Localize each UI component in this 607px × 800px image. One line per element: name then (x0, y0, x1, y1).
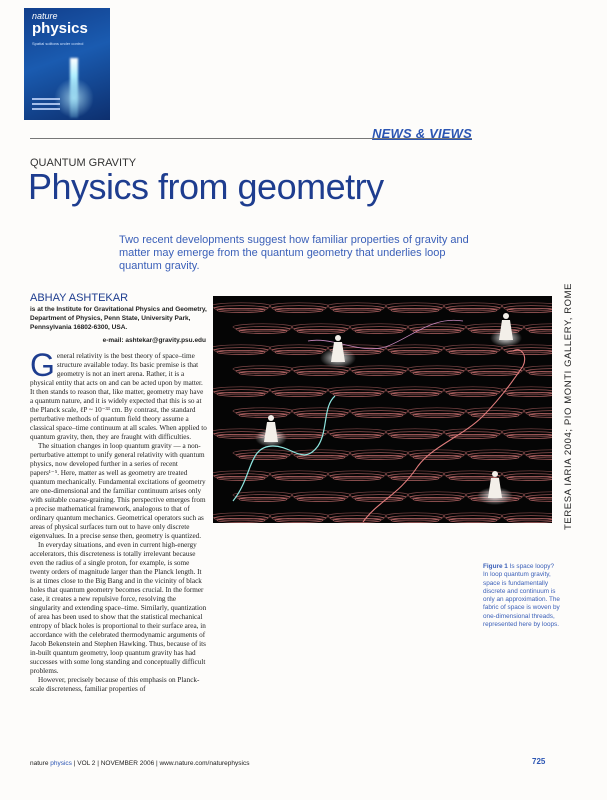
loop-artwork (213, 296, 552, 523)
rubric: QUANTUM GRAVITY (30, 157, 137, 169)
photo-credit: TERESA IARIA 2004; PIO MONTI GALLERY, ROME (563, 282, 574, 530)
figure-woman-3 (255, 415, 287, 447)
figure-woman-1 (320, 335, 356, 368)
author-affiliation: is at the Institute for Gravitational Physics and Geometry, Department of Physics, Penn State, University Park, Pennsylvania 16802-6300, USA. (30, 306, 207, 331)
page-footer (30, 760, 249, 767)
body-paragraph-1 (30, 347, 208, 442)
figure-image (213, 296, 552, 523)
footer-journal-name: physics (50, 760, 72, 767)
caption-label: Figure 1 (483, 563, 508, 570)
footer-journal-prefix: nature (30, 760, 51, 767)
author-email: e-mail: ashtekar@gravity.psu.edu (102, 337, 206, 344)
headline: Physics from geometry (28, 166, 384, 207)
body-paragraph-3: In everyday situations, and even in current high-energy accelerators, this discreteness is totally irrelevant because even the radius of a single proton, for example, is some twenty orders of magnitude larger than the Planck length. It is at times close to the Big Bang and in the vicinity of black holes that quantum geometry becomes crucial. In the former case, it creates a new repulsive force, resolving the singularity and extending space–time. Similarly, quantization of area has been used to show that the statistical mechanical entropy of black holes is proportional to their surface area, in accordance with the celebrated thermodynamic arguments of Jacob Bekenstein and Stephen Hawking. Thus, because of its in-built quantum geometry, loop quantum gravity has had successes with some long standing and conceptually difficult problems. (30, 541, 207, 675)
journal-cover-image (24, 8, 110, 120)
standfirst: Two recent developments suggest how familiar properties of gravity and matter may emerge from the quantum geometry that underlies loop quantum gravity. (119, 234, 469, 272)
author-name: ABHAY ASHTEKAR (30, 292, 129, 304)
pink-thread (308, 320, 463, 349)
drop-cap: G (30, 347, 55, 383)
article-body (30, 347, 208, 694)
cover-journal-prefix: nature (32, 11, 58, 21)
cover-text-lines (32, 98, 60, 113)
page-number: 725 (532, 757, 546, 766)
cover-brand (32, 12, 88, 36)
body-paragraph-2: The situation changes in loop quantum gravity — a non-perturbative attempt to unify general relativity with quantum physics, now developed further in a series of recent papers¹⁻⁵. Here, matter as well as geometry are treated quantum mechanically. Fundamental excitations of geometry are one-dimensional and the familiar continuum arises only with suitable coarse-graining. This perspective emerges from a precise mathematical framework, analogous to that of ordinary quantum mechanics. Geometrical operators such as areas of physical surfaces turn out to have only discrete eigenvalues. In a precise sense then, geometry is quantized. (30, 442, 206, 540)
figure-caption (483, 563, 561, 629)
section-label: NEWS & VIEWS (372, 126, 472, 141)
body-paragraph-4: However, precisely because of this emphasis on Planck-scale discreteness, familiar properties of (30, 676, 200, 693)
cover-tagline: Spatial solitons under control (32, 41, 84, 46)
cover-light-beam (70, 58, 78, 118)
cover-journal-name: physics (32, 20, 88, 37)
caption-text: Is space loopy? In loop quantum gravity, space is fundamentally discrete and continuum is only an approximation. The fabric of space is woven by one-dimensional threads, represented here by loops. (483, 563, 560, 629)
footer-info: | VOL 2 | NOVEMBER 2006 | www.nature.com/naturephysics (71, 760, 250, 767)
body-paragraph-1-text: eneral relativity is the best theory of space–time structure available today. Its basic premise is that geometry is not an inert arena. Rather, it is a physical entity that acts on and can be acted upon by matter. It then stands to reason that, like matter, geometry may have a quantum nature, and it is widely expected that this is so at the Planck scale, ℓP ~ 10⁻³³ cm. By contrast, the standard perturbative methods of quantum field theory assume a classical space–time continuum at all scales. When applied to quantum gravity, then, they are fraught with difficulties. (30, 352, 207, 441)
